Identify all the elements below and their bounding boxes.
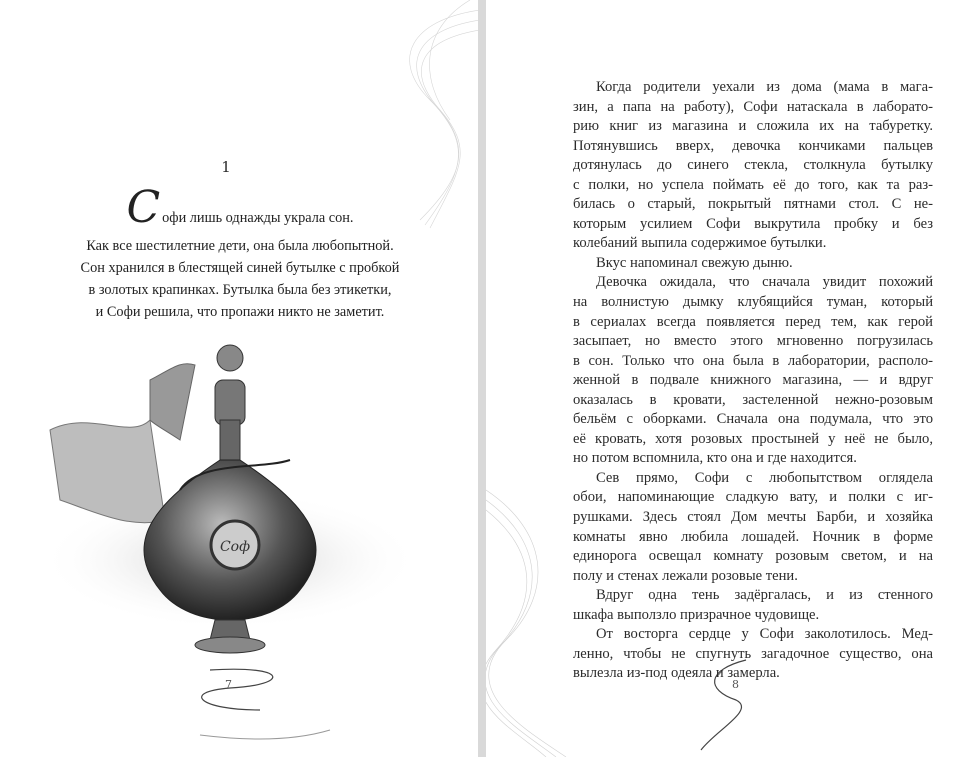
text-line: с полки, но успела поймать её до того, как та раз- xyxy=(573,176,933,193)
text-line: на волнистую дымку клубящийся туман, который xyxy=(573,294,933,311)
text-line: Девочка ожидала, что сначала увидит похожий xyxy=(596,274,933,291)
text-line: которым усилием Софи выкрутила пробку и без xyxy=(573,215,933,232)
page-number: 8 xyxy=(732,678,739,691)
text-line: От восторга сердце у Софи заколотилось. Мед- xyxy=(596,626,933,643)
text-line: колебаний выпила содержимое бутылки. xyxy=(573,235,827,252)
text-line: Когда родители уехали из дома (мама в мага- xyxy=(596,79,933,95)
text-line: единорога освещал комнату розовым светом, и на xyxy=(573,548,933,565)
body-text xyxy=(573,78,933,684)
text-line: вылезла из-под одеяла и замерла. xyxy=(573,665,780,682)
right-page xyxy=(486,0,976,757)
text-line: полу и стенах лежали розовые тени. xyxy=(573,567,798,584)
chapter-intro xyxy=(50,182,430,323)
text-line: Вдруг одна тень задёргалась, и из стенного xyxy=(596,587,933,604)
text-line: ленно, чтобы не спугнуть загадочное существо, она xyxy=(573,645,933,662)
text-line: но потом вспомнила, кто она и где находится. xyxy=(573,450,857,467)
text-line: женной в подвале книжного магазина, — и вдруг xyxy=(573,372,933,389)
text-line: комнаты явно любила лошадей. Ночник в форме xyxy=(573,528,933,545)
text-line: зин, а папа на работу), Софи натаскала в лаборато- xyxy=(573,98,933,115)
text-line: её кровать, хотя розовых простыней у неё не было, xyxy=(573,430,933,447)
decorative-swirl xyxy=(486,470,576,757)
text-line: Вкус напоминал свежую дыню. xyxy=(596,254,793,271)
intro-line: и Софи решила, что пропажи никто не заметит. xyxy=(95,304,385,320)
text-line: в сон. Только что она была в лаборатории, располо- xyxy=(573,352,933,369)
text-line: обои, напоминающие сладкую вату, и полки с иг- xyxy=(573,489,933,506)
text-line: дотянулась до синего стекла, столкнула бутылку xyxy=(573,157,933,174)
text-line: в сериалах всегда появляется перед тем, как герой xyxy=(573,313,933,330)
left-page xyxy=(0,0,478,757)
monogram: Соф xyxy=(219,539,251,555)
intro-line: Сон хранился в блестящей синей бутылке с пробкой xyxy=(80,260,400,276)
text-line: оказалась в кровати, застеленной нежно-розовым xyxy=(573,391,933,408)
text-line: бельём с оборками. Сначала она подумала, что это xyxy=(573,411,933,428)
intro-line: в золотых крапинках. Бутылка была без этикетки, xyxy=(88,282,392,298)
drop-cap: С xyxy=(126,182,161,233)
intro-line: офи лишь однажды украла сон. xyxy=(162,210,354,226)
text-line: засыпает, но вместо этого мгновенно погрузилась xyxy=(573,333,933,350)
text-line: шкафа выползло призрачное чудовище. xyxy=(573,606,820,623)
chapter-number: 1 xyxy=(221,158,231,176)
text-line: рию книг из магазина и сложила их на табуретку. xyxy=(573,118,933,135)
text-line: рушками. Здесь стоял Дом мечты Барби, и хозяйка xyxy=(573,509,933,526)
text-line: Потянувшись вверх, девочка кончиками пальцев xyxy=(573,137,933,154)
page-number: 7 xyxy=(225,678,232,691)
intro-line: Как все шестилетние дети, она была любопытной. xyxy=(86,238,394,254)
text-line: Сев прямо, Софи с любопытством оглядела xyxy=(596,469,933,486)
text-line: билась о старый, покрытый пятнами стол. С не- xyxy=(573,196,933,213)
